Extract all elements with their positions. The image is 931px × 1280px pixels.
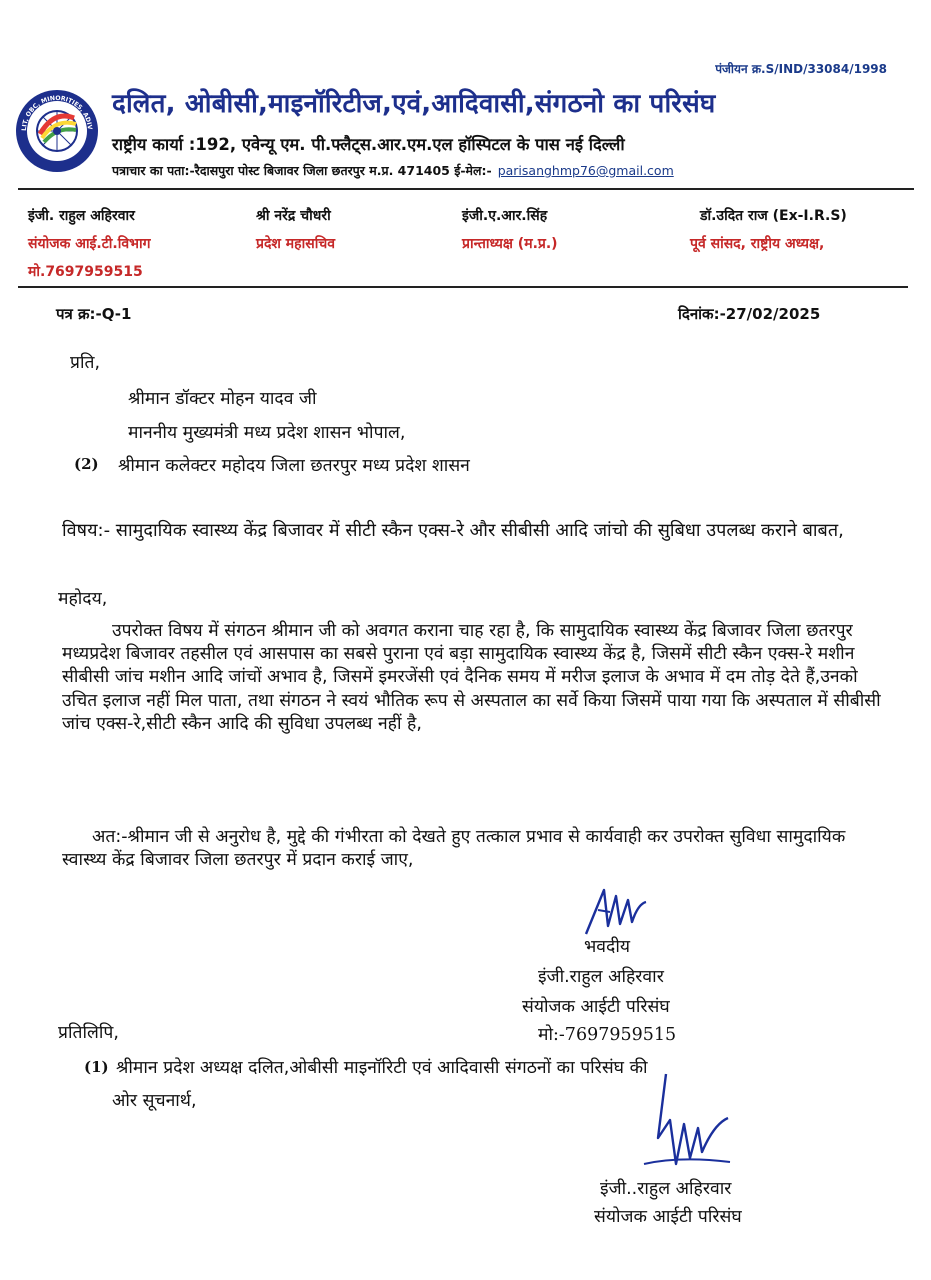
body-paragraph-1: उपरोक्त विषय में संगठन श्रीमान जी को अवगत कराना चाह रहा है, कि सामुदायिक स्वास्थ्य केंद्र बिजावर जिला छतरपुर मध्यप्रदेश बिजावर तहसील एवं आसपास का सबसे पुराना एवं बड़ा सामुदायिक स्वास्थ्य केंद्र है, जिसमें सीटी स्कैन एक्स-रे मशीन सीबीसी जांच मशीन आदि जांचों अभाव है, जिसमें इमरजेंसी एवं दैनिक समय में मरीज इलाज के अभाव में दम तोड़ देते हैं,उनको उचित इलाज नहीं मिल पाता, तथा संगठन ने स्वयं भौतिक रूप से अस्पताल का सर्वे किया जिसमें पाया गया कि अस्पताल में सीबीसी जांच एक्स-रे,सीटी स्कैन आदि की सुविधा उपलब्ध नहीं है, [62, 621, 881, 734]
signatory-2-name: इंजी..राहुल अहिरवार [600, 1179, 732, 1199]
body-paragraph-2: अत:-श्रीमान जी से अनुरोध है, मुद्दे की गंभीरता को देखते हुए तत्काल प्रभाव से कार्यवाही कर उपरोक्त सुविधा सामुदायिक स्वास्थ्य केंद्र बिजावर जिला छतरपुर में प्रदान कराई जाए, [62, 827, 846, 871]
signatory-name: इंजी.राहुल अहिरवार [538, 967, 664, 987]
signature-2 [640, 1068, 732, 1176]
officer-4-role: पूर्व सांसद, राष्ट्रीय अध्यक्ष, [690, 236, 825, 252]
officer-3-role: प्रान्ताध्यक्ष (म.प्र.) [462, 236, 558, 252]
correspondence-line [112, 162, 674, 179]
recipient-2-name: श्रीमान कलेक्टर महोदय जिला छतरपुर मध्य प्रदेश शासन [118, 456, 470, 476]
signatory-title: संयोजक आईटी परिसंघ [522, 997, 670, 1017]
logo-bottom-text: PARISANGH [36, 146, 78, 161]
header-divider [18, 188, 914, 190]
recipient-1-title: माननीय मुख्यमंत्री मध्य प्रदेश शासन भोपाल, [128, 423, 406, 443]
officer-1-phone: मो.7697959515 [28, 264, 143, 280]
officers-divider [18, 286, 908, 288]
recipient-1-name: श्रीमान डॉक्टर मोहन यादव जी [128, 389, 317, 409]
correspondence-address: पत्राचार का पता:-रैदासपुरा पोस्ट बिजावर जिला छतरपुर म.प्र. 471405 ई-मेल:- [112, 163, 492, 178]
cc-label: प्रतिलिपि, [58, 1023, 119, 1043]
signature-1 [580, 882, 652, 942]
signatory-2-title: संयोजक आईटी परिसंघ [594, 1207, 742, 1227]
officer-1-name: इंजी. राहुल अहिरवार [28, 208, 135, 224]
organization-logo [14, 88, 100, 174]
officer-2-role: प्रदेश महासचिव [256, 236, 335, 252]
reference-number: पत्र क्र:-Q-1 [56, 305, 132, 323]
cc-1-line-2: ओर सूचनार्थ, [112, 1091, 197, 1111]
organization-name: दलित, ओबीसी,माइनॉरिटीज,एवं,आदिवासी,संगठनो का परिसंघ [112, 89, 716, 119]
officer-1-role: संयोजक आई.टी.विभाग [28, 236, 151, 252]
logo-arc-text: LIT, OBC, MINORITIES, ADIV [20, 94, 93, 132]
email-link[interactable]: parisanghmp76@gmail.com [497, 163, 674, 178]
subject-line: विषय:- सामुदायिक स्वास्थ्य केंद्र बिजावर में सीटी स्कैन एक्स-रे और सीबीसी आदि जांचो की सुबिधा उपलब्ध कराने बाबत, [62, 520, 844, 541]
cc-1-line-1: श्रीमान प्रदेश अध्यक्ष दलित,ओबीसी माइनॉरिटी एवं आदिवासी संगठनों का परिसंघ की [116, 1058, 648, 1078]
letter-date: दिनांक:-27/02/2025 [678, 305, 821, 323]
officer-3-name: इंजी.ए.आर.सिंह [462, 208, 548, 224]
officer-2-name: श्री नरेंद्र चौधरी [256, 208, 331, 224]
closing: भवदीय [584, 937, 631, 957]
cc-1-number: (1) [84, 1058, 109, 1076]
registration-number: पंजीयन क्र.S/IND/33084/1998 [715, 62, 887, 76]
to-label: प्रति, [70, 353, 101, 373]
officer-4-name: डॉ.उदित राज (Ex-I.R.S) [700, 208, 847, 224]
salutation: महोदय, [58, 589, 108, 609]
national-office-address: राष्ट्रीय कार्या :192, एवेन्यू एम. पी.फ्लैट्स.आर.एम.एल हॉस्पिटल के पास नई दिल्ली [112, 135, 625, 154]
signatory-phone: मो:-7697959515 [538, 1025, 677, 1045]
recipient-2-number: (2) [74, 455, 99, 473]
